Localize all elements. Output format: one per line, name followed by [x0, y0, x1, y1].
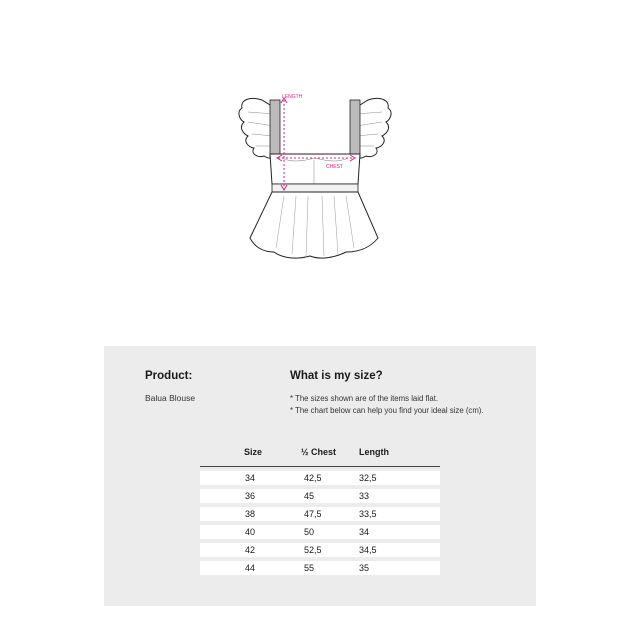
cell-half-chest: 47,5 — [304, 509, 322, 519]
table-row — [200, 525, 440, 539]
cell-size: 36 — [245, 491, 256, 501]
cell-length: 34 — [359, 527, 370, 537]
cell-length: 33 — [359, 491, 370, 501]
cell-size: 34 — [245, 473, 256, 483]
size-heading: What is my size? — [290, 370, 383, 382]
chest-label: CHEST — [326, 164, 343, 170]
cell-length: 34,5 — [359, 545, 377, 555]
note-line: * The sizes shown are of the items laid flat. — [290, 394, 439, 403]
table-header — [200, 444, 440, 460]
cell-half-chest: 42,5 — [304, 473, 322, 483]
header-length: Length — [359, 447, 389, 457]
cell-size: 40 — [245, 527, 256, 537]
size-table — [200, 444, 440, 575]
cell-half-chest: 52,5 — [304, 545, 322, 555]
size-notes — [290, 393, 484, 417]
table-row — [200, 489, 440, 503]
cell-length: 32,5 — [359, 473, 377, 483]
cell-length: 35 — [359, 563, 370, 573]
table-row — [200, 507, 440, 521]
blouse-illustration — [230, 88, 400, 278]
header-divider — [200, 466, 440, 467]
size-guide-panel — [104, 346, 536, 606]
cell-size: 38 — [245, 509, 256, 519]
table-row — [200, 471, 440, 485]
product-name: Balua Blouse — [145, 393, 196, 403]
cell-size: 44 — [245, 563, 256, 573]
length-label: LENGTH — [282, 94, 303, 100]
product-heading: Product: — [145, 370, 193, 382]
cell-half-chest: 55 — [304, 563, 315, 573]
header-size: Size — [244, 447, 263, 457]
cell-half-chest: 50 — [304, 527, 315, 537]
table-row — [200, 561, 440, 575]
header-half-chest: ½ Chest — [301, 447, 337, 457]
table-row — [200, 543, 440, 557]
cell-length: 33,5 — [359, 509, 377, 519]
cell-half-chest: 45 — [304, 491, 315, 501]
cell-size: 42 — [245, 545, 256, 555]
note-line: * The chart below can help you find your ideal size (cm). — [290, 406, 484, 415]
